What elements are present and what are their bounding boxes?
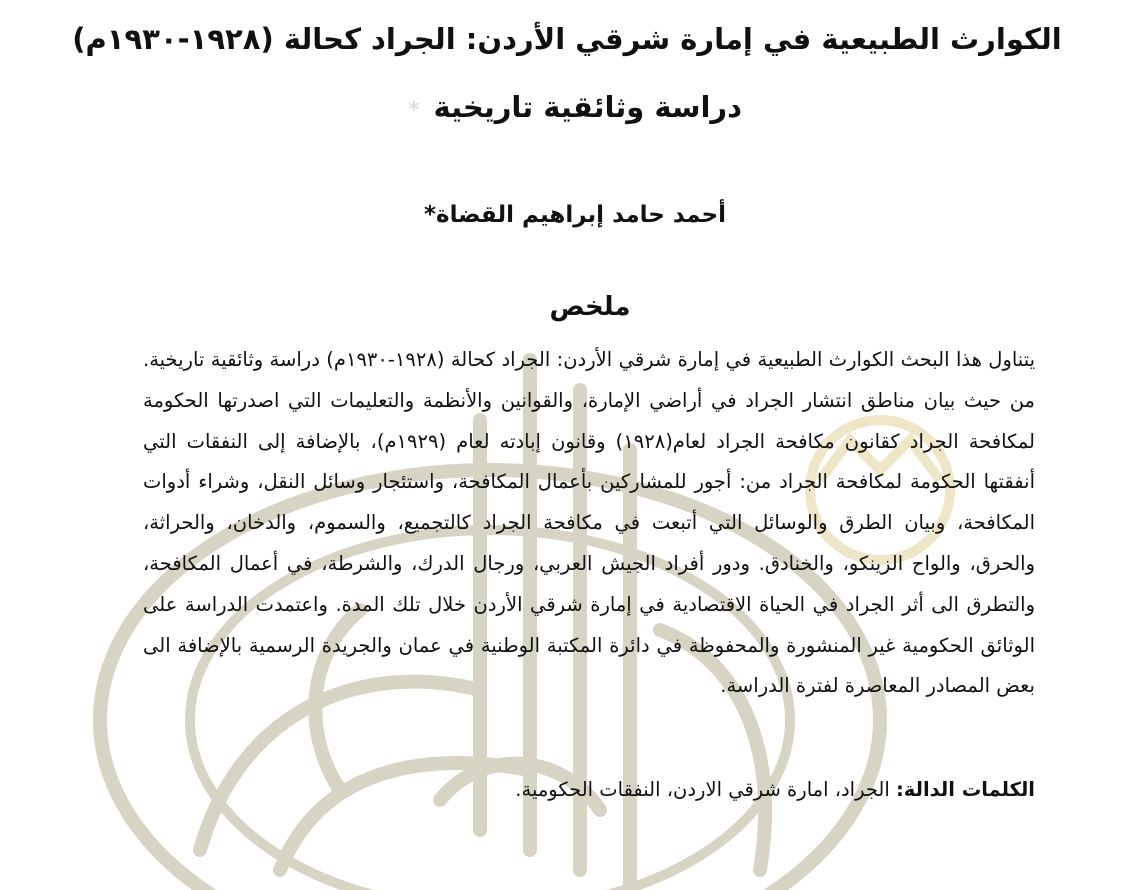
footnote-marker: *	[407, 98, 420, 123]
abstract-heading: ملخص	[549, 292, 631, 322]
keywords	[143, 773, 1035, 807]
paper-title: الكوارث الطبيعية في إمارة شرقي الأردن: الجراد كحالة (١٩٢٨-١٩٣٠م)	[72, 22, 1062, 56]
abstract-text: يتناول هذا البحث الكوارث الطبيعية في إمارة شرقي الأردن: الجراد كحالة (١٩٢٨-١٩٣٠م) دراسة وثائقية تاريخية. من حيث بيان مناطق انتشار الجراد في أراضي الإمارة، والقوانين والأنظمة والتعليمات التي اصدرتها الحكومة لمكافحة الجراد كقانون مكافحة الجراد لعام(١٩٢٨) وقانون إبادته لعام (١٩٢٩م)، بالإضافة إلى النفقات التي أنفقتها الحكومة لمكافحة الجراد من: أجور للمشاركين بأعمال المكافحة، واستئجار وسائل النقل، وشراء أدوات المكافحة، وبيان الطرق والوسائل التي أتبعت في مكافحة الجراد كالتجميع، والسموم، والدخان، والحراثة، والحرق، والواح الزينكو، والخنادق. ودور أفراد الجيش العربي، ورجال الدرك، والشرطة، في أعمال المكافحة، والتطرق الى أثر الجراد في الحياة الاقتصادية في إمارة شرقي الأردن خلال تلك المدة. واعتمدت الدراسة على الوثائق الحكومية غير المنشورة والمحفوظة في دائرة المكتبة الوطنية في عمان والجريدة الرسمية بالإضافة الى بعض المصادر المعاصرة لفترة الدراسة.	[143, 348, 1036, 698]
subtitle-text: دراسة وثائقية تاريخية	[433, 90, 742, 124]
keywords-label: الكلمات الدالة:	[896, 778, 1035, 801]
paper-subtitle	[200, 90, 950, 124]
author-name: أحمد حامد إبراهيم القضاة*	[424, 202, 726, 228]
keywords-text: الجراد، امارة شرقي الاردن، النفقات الحكومية.	[515, 778, 896, 801]
